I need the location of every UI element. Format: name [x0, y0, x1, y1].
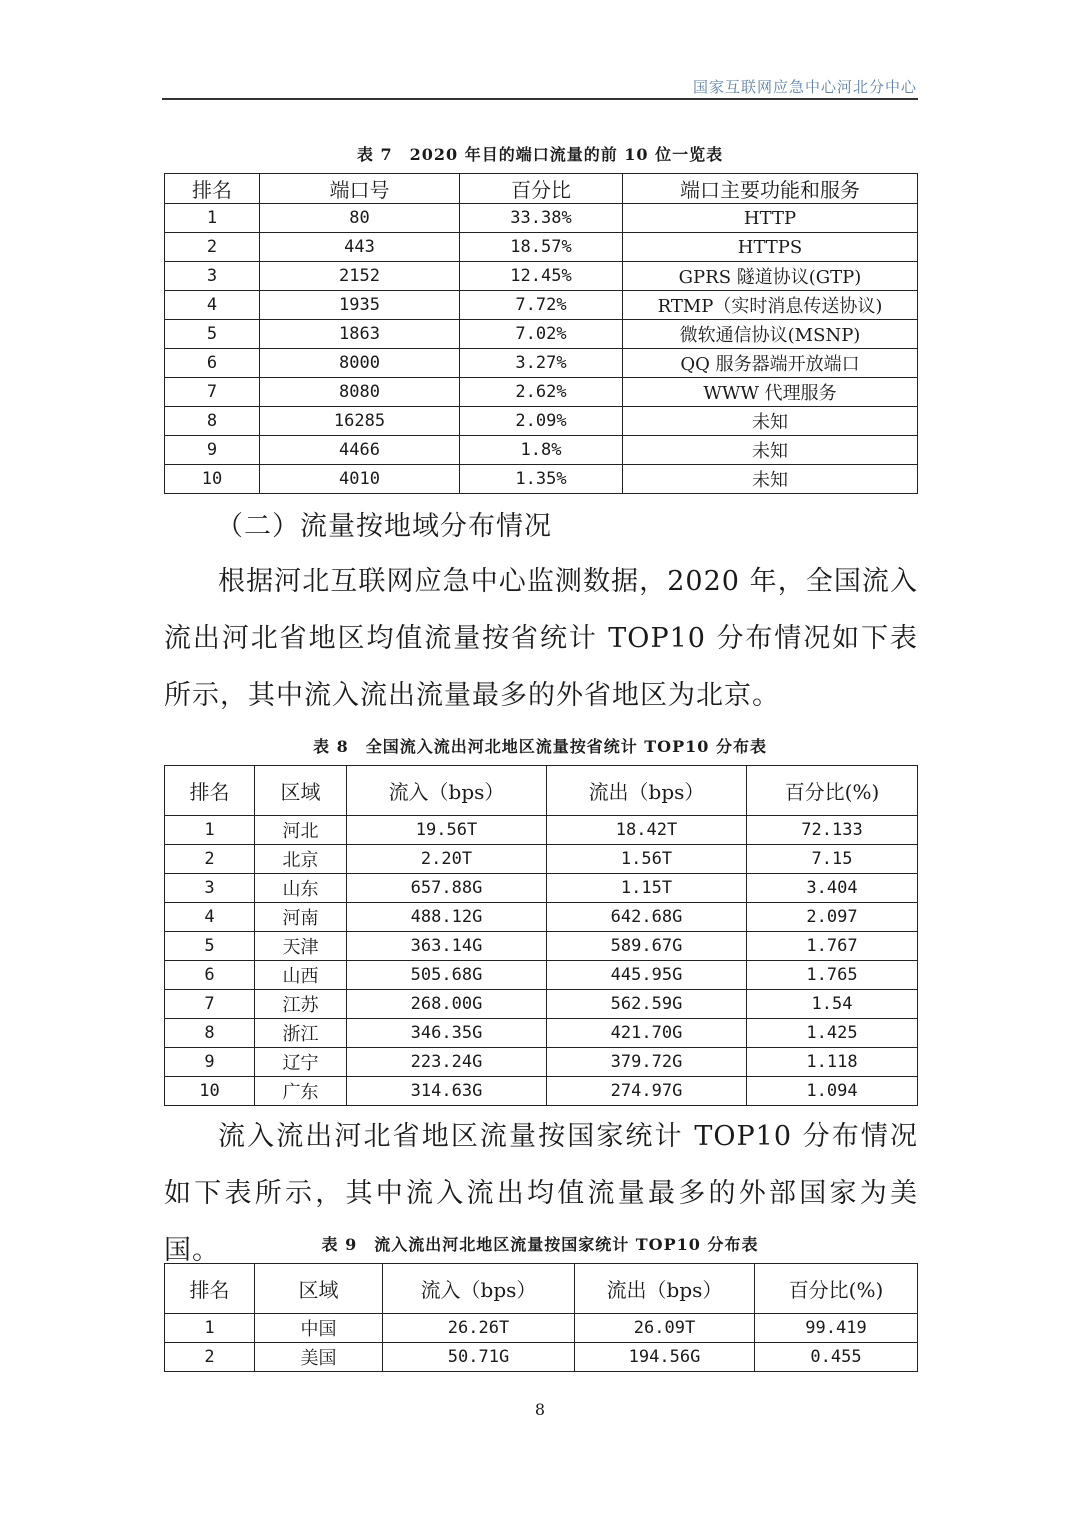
- inbound-cell: 268.00G: [347, 990, 547, 1019]
- table8-header: [165, 766, 918, 816]
- service-cell: HTTPS: [623, 233, 918, 262]
- region-cell: 河南: [255, 903, 347, 932]
- rank-cell: 1: [165, 204, 260, 233]
- inbound-cell: 505.68G: [347, 961, 547, 990]
- table-row: [165, 407, 918, 436]
- port-cell: 1935: [260, 291, 460, 320]
- rank-cell: 8: [165, 1019, 255, 1048]
- table7: [164, 173, 918, 494]
- percent-cell: 33.38%: [460, 204, 623, 233]
- rank-cell: 5: [165, 320, 260, 349]
- rank-cell: 4: [165, 291, 260, 320]
- table7-col-percent: 百分比: [460, 174, 623, 204]
- percent-cell: 7.02%: [460, 320, 623, 349]
- region-cell: 中国: [255, 1314, 383, 1343]
- table-row: [165, 932, 918, 961]
- region-cell: 广东: [255, 1077, 347, 1106]
- inbound-cell: 223.24G: [347, 1048, 547, 1077]
- percent-cell: 1.767: [747, 932, 918, 961]
- inbound-cell: 19.56T: [347, 816, 547, 845]
- rank-cell: 6: [165, 349, 260, 378]
- outbound-cell: 26.09T: [575, 1314, 755, 1343]
- table-row: [165, 1048, 918, 1077]
- table-row: [165, 233, 918, 262]
- service-cell: WWW 代理服务: [623, 378, 918, 407]
- table-row: [165, 903, 918, 932]
- table9-col-percent: 百分比(%): [755, 1264, 918, 1314]
- region-cell: 山西: [255, 961, 347, 990]
- table-row: [165, 1343, 918, 1372]
- table9: [164, 1263, 918, 1372]
- service-cell: 未知: [623, 407, 918, 436]
- table-row: [165, 436, 918, 465]
- table-row: [165, 1019, 918, 1048]
- percent-cell: 1.35%: [460, 465, 623, 494]
- region-cell: 浙江: [255, 1019, 347, 1048]
- table-row: [165, 349, 918, 378]
- outbound-cell: 274.97G: [547, 1077, 747, 1106]
- table7-body: [165, 204, 918, 494]
- table8-col-rank: 排名: [165, 766, 255, 816]
- rank-cell: 3: [165, 874, 255, 903]
- outbound-cell: 194.56G: [575, 1343, 755, 1372]
- region-cell: 北京: [255, 845, 347, 874]
- table9-col-outbound: 流出（bps）: [575, 1264, 755, 1314]
- percent-cell: 2.097: [747, 903, 918, 932]
- page-number: 8: [534, 1400, 546, 1419]
- rank-cell: 5: [165, 932, 255, 961]
- table9-header: [165, 1264, 918, 1314]
- table8-col-percent: 百分比(%): [747, 766, 918, 816]
- table9-caption: 表 9 流入流出河北地区流量按国家统计 TOP10 分布表: [321, 1235, 759, 1254]
- service-cell: 微软通信协议(MSNP): [623, 320, 918, 349]
- table-row: [165, 845, 918, 874]
- table8: [164, 765, 918, 1106]
- table-row: [165, 378, 918, 407]
- table9-col-inbound: 流入（bps）: [383, 1264, 575, 1314]
- inbound-cell: 657.88G: [347, 874, 547, 903]
- rank-cell: 8: [165, 407, 260, 436]
- percent-cell: 2.09%: [460, 407, 623, 436]
- port-cell: 4010: [260, 465, 460, 494]
- table8-caption: 表 8 全国流入流出河北地区流量按省统计 TOP10 分布表: [313, 737, 767, 756]
- rank-cell: 2: [165, 1343, 255, 1372]
- table7-col-rank: 排名: [165, 174, 260, 204]
- table-row: [165, 465, 918, 494]
- percent-cell: 72.133: [747, 816, 918, 845]
- service-cell: 未知: [623, 465, 918, 494]
- table-row: [165, 320, 918, 349]
- rank-cell: 1: [165, 816, 255, 845]
- region-cell: 山东: [255, 874, 347, 903]
- table7-caption: 表 7 2020 年目的端口流量的前 10 位一览表: [356, 145, 724, 164]
- port-cell: 8080: [260, 378, 460, 407]
- table7-header: [165, 174, 918, 204]
- section-heading: （二）流量按地域分布情况: [216, 511, 552, 542]
- rank-cell: 9: [165, 436, 260, 465]
- percent-cell: 99.419: [755, 1314, 918, 1343]
- rank-cell: 7: [165, 378, 260, 407]
- inbound-cell: 26.26T: [383, 1314, 575, 1343]
- table9-col-rank: 排名: [165, 1264, 255, 1314]
- table9-col-region: 区域: [255, 1264, 383, 1314]
- service-cell: RTMP（实时消息传送协议): [623, 291, 918, 320]
- percent-cell: 1.118: [747, 1048, 918, 1077]
- table-row: [165, 291, 918, 320]
- outbound-cell: 1.56T: [547, 845, 747, 874]
- inbound-cell: 488.12G: [347, 903, 547, 932]
- table8-col-outbound: 流出（bps）: [547, 766, 747, 816]
- outbound-cell: 642.68G: [547, 903, 747, 932]
- outbound-cell: 589.67G: [547, 932, 747, 961]
- rank-cell: 2: [165, 845, 255, 874]
- percent-cell: 0.455: [755, 1343, 918, 1372]
- inbound-cell: 314.63G: [347, 1077, 547, 1106]
- inbound-cell: 346.35G: [347, 1019, 547, 1048]
- percent-cell: 1.54: [747, 990, 918, 1019]
- table-row: [165, 874, 918, 903]
- rank-cell: 1: [165, 1314, 255, 1343]
- inbound-cell: 2.20T: [347, 845, 547, 874]
- table8-body: [165, 816, 918, 1106]
- inbound-cell: 50.71G: [383, 1343, 575, 1372]
- port-cell: 443: [260, 233, 460, 262]
- table-row: [165, 816, 918, 845]
- rank-cell: 3: [165, 262, 260, 291]
- outbound-cell: 1.15T: [547, 874, 747, 903]
- percent-cell: 7.72%: [460, 291, 623, 320]
- outbound-cell: 562.59G: [547, 990, 747, 1019]
- region-cell: 江苏: [255, 990, 347, 1019]
- table-row: [165, 961, 918, 990]
- service-cell: QQ 服务器端开放端口: [623, 349, 918, 378]
- rank-cell: 6: [165, 961, 255, 990]
- table8-col-inbound: 流入（bps）: [347, 766, 547, 816]
- table7-col-service: 端口主要功能和服务: [623, 174, 918, 204]
- header-org-name: 国家互联网应急中心河北分中心: [692, 78, 917, 96]
- percent-cell: 1.765: [747, 961, 918, 990]
- table7-col-port: 端口号: [260, 174, 460, 204]
- outbound-cell: 18.42T: [547, 816, 747, 845]
- rank-cell: 10: [165, 465, 260, 494]
- percent-cell: 3.404: [747, 874, 918, 903]
- table-row: [165, 1314, 918, 1343]
- rank-cell: 10: [165, 1077, 255, 1106]
- service-cell: 未知: [623, 436, 918, 465]
- rank-cell: 4: [165, 903, 255, 932]
- percent-cell: 18.57%: [460, 233, 623, 262]
- percent-cell: 1.425: [747, 1019, 918, 1048]
- rank-cell: 9: [165, 1048, 255, 1077]
- port-cell: 1863: [260, 320, 460, 349]
- region-cell: 河北: [255, 816, 347, 845]
- percent-cell: 7.15: [747, 845, 918, 874]
- table-row: [165, 262, 918, 291]
- table8-col-region: 区域: [255, 766, 347, 816]
- service-cell: HTTP: [623, 204, 918, 233]
- paragraph-province: 根据河北互联网应急中心监测数据，2020 年，全国流入流出河北省地区均值流量按省统计 TOP10 分布情况如下表所示，其中流入流出流量最多的外省地区为北京。: [164, 566, 918, 711]
- port-cell: 8000: [260, 349, 460, 378]
- outbound-cell: 445.95G: [547, 961, 747, 990]
- service-cell: GPRS 隧道协议(GTP): [623, 262, 918, 291]
- percent-cell: 2.62%: [460, 378, 623, 407]
- rank-cell: 7: [165, 990, 255, 1019]
- paragraph-country: 流入流出河北省地区流量按国家统计 TOP10 分布情况如下表所示，其中流入流出均值流量最多的外部国家为美国。: [164, 1121, 918, 1266]
- table-row: [165, 204, 918, 233]
- percent-cell: 1.094: [747, 1077, 918, 1106]
- port-cell: 80: [260, 204, 460, 233]
- region-cell: 天津: [255, 932, 347, 961]
- region-cell: 辽宁: [255, 1048, 347, 1077]
- table-row: [165, 990, 918, 1019]
- port-cell: 4466: [260, 436, 460, 465]
- table-row: [165, 1077, 918, 1106]
- outbound-cell: 421.70G: [547, 1019, 747, 1048]
- percent-cell: 12.45%: [460, 262, 623, 291]
- percent-cell: 1.8%: [460, 436, 623, 465]
- outbound-cell: 379.72G: [547, 1048, 747, 1077]
- port-cell: 16285: [260, 407, 460, 436]
- table9-body: [165, 1314, 918, 1372]
- inbound-cell: 363.14G: [347, 932, 547, 961]
- percent-cell: 3.27%: [460, 349, 623, 378]
- rank-cell: 2: [165, 233, 260, 262]
- region-cell: 美国: [255, 1343, 383, 1372]
- header-divider: [162, 98, 918, 100]
- port-cell: 2152: [260, 262, 460, 291]
